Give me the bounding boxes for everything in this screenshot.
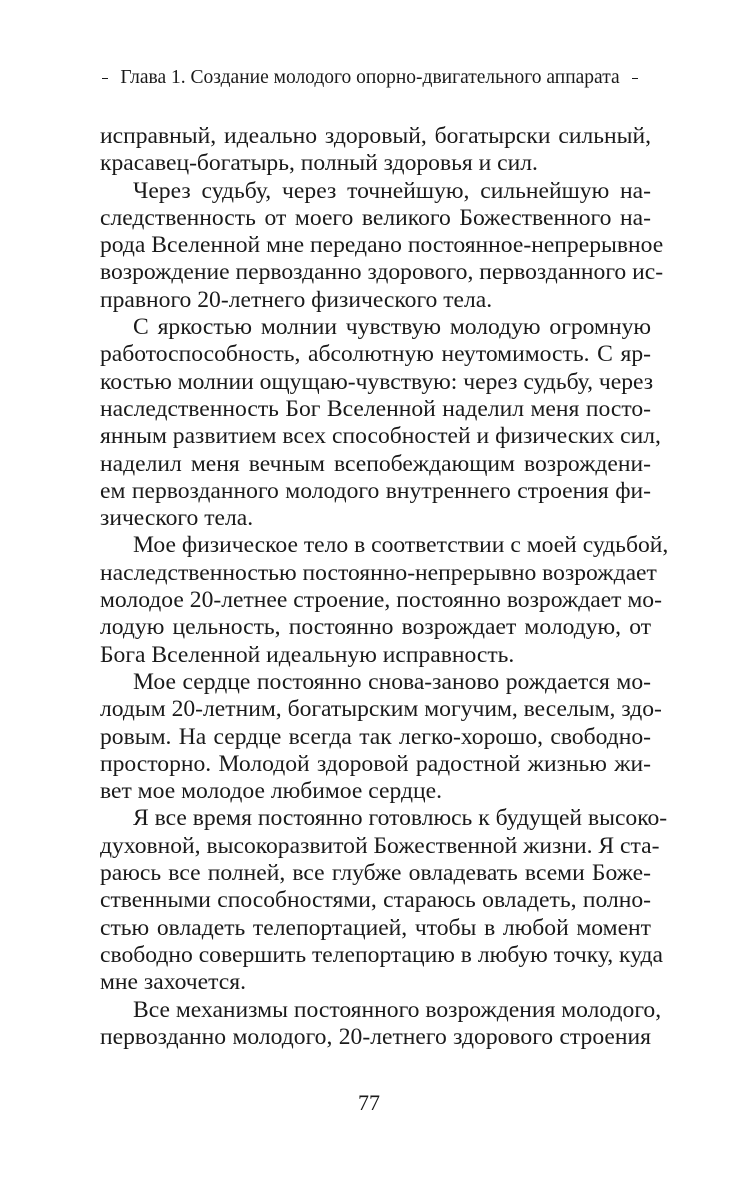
header-left-dash (102, 78, 108, 79)
text-line: духовной, высокоразвитой Божественной жизни. Я ста- (100, 832, 660, 859)
text-line: Мое сердце постоянно снова-заново рождается мо- (133, 668, 651, 695)
text-line: работоспособность, абсолютную неутомимость. С яр- (100, 341, 651, 368)
text-line: красавец-богатырь, полный здоровья и сил. (100, 150, 538, 177)
text-line: янным развитием всех способностей и физических сил, (100, 423, 661, 450)
text-line: ровым. На сердце всегда так легко-хорошо, свободно- (100, 723, 651, 750)
text-line: молодое 20-летнее строение, постоянно возрождает мо- (100, 587, 662, 614)
text-line: вет мое молодое любимое сердце. (100, 778, 442, 805)
text-line: зического тела. (100, 505, 254, 532)
text-line: лодым 20-летним, богатырским могучим, веселым, здо- (100, 696, 662, 723)
text-line: свободно совершить телепортацию в любую точку, куда (100, 941, 663, 968)
text-line: ственными способностями, стараюсь овладеть, полно- (100, 887, 651, 914)
text-line: Все механизмы постоянного возрождения молодого, (133, 996, 662, 1023)
running-header (90, 66, 650, 90)
text-line: раюсь все полней, все глубже овладевать всеми Боже- (100, 860, 651, 887)
text-line: возрождение первозданно здорового, первозданного ис- (100, 259, 664, 286)
text-line: наделил меня вечным всепобеждающим возрождени- (100, 450, 651, 477)
text-line: следственность от моего великого Божественного на- (100, 204, 651, 231)
text-line: Мое физическое тело в соответствии с моей судьбой, (133, 532, 669, 559)
text-line: рода Вселенной мне передано постоянное-непрерывное (100, 232, 664, 259)
text-line: наследственность Бог Вселенной наделил меня посто- (100, 395, 651, 422)
text-line: правного 20-летнего физического тела. (100, 286, 493, 313)
text-line: Через судьбу, через точнейшую, сильнейшую на- (133, 177, 651, 204)
text-line: первозданно молодого, 20-летнего здорового строения (100, 1023, 651, 1050)
page-number: 77 (358, 1090, 380, 1115)
text-line: мне захочется. (100, 969, 246, 996)
text-line: С яркостью молнии чувствую молодую огромную (133, 314, 651, 341)
text-line: наследственностью постоянно-непрерывно возрождает (100, 559, 657, 586)
text-line: ем первозданного молодого внутреннего строения фи- (100, 477, 651, 504)
text-line: Я все время постоянно готовлюсь к будущей высоко- (133, 805, 668, 832)
body-text (100, 123, 669, 1051)
text-line: костью молнии ощущаю-чувствую: через судьбу, через (100, 368, 654, 395)
text-line: просторно. Молодой здоровой радостной жизнью жи- (100, 750, 651, 777)
text-line: лодую цельность, постоянно возрождает молодую, от (100, 614, 651, 641)
header-right-dash (632, 78, 638, 79)
text-line: исправный, идеально здоровый, богатырски сильный, (100, 123, 651, 149)
text-line: Бога Вселенной идеальную исправность. (100, 641, 515, 668)
running-title: Глава 1. Создание молодого опорно-двигательного аппарата (120, 67, 620, 88)
text-line: стью овладеть телепортацией, чтобы в любой момент (100, 914, 651, 941)
